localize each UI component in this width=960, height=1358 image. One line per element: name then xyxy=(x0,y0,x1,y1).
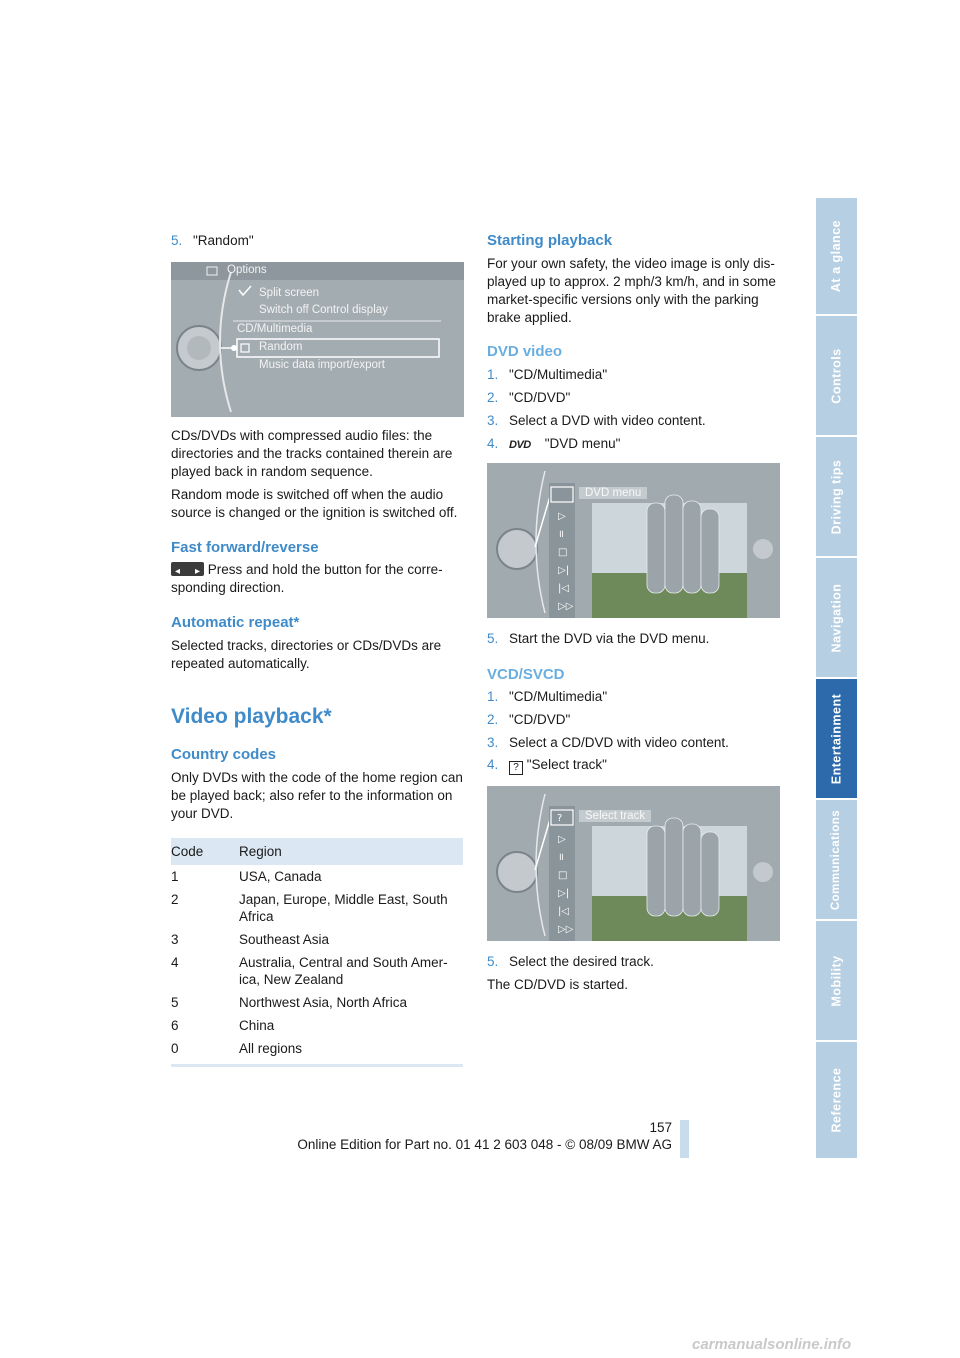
select-track-label[interactable]: Select track xyxy=(579,810,651,822)
table-row: 6 China xyxy=(171,1018,275,1033)
vcd-step-2: 2. "CD/DVD" xyxy=(487,712,571,727)
tab-controls[interactable]: Controls xyxy=(816,316,857,437)
svg-text:▷: ▷ xyxy=(558,834,566,845)
fast-forward-text: ◂ ▸ Press and hold the button for the corre- sponding direction. xyxy=(171,562,443,595)
vcd-step-3: 3. Select a CD/DVD with video content. xyxy=(487,735,729,750)
starting-playback-heading: Starting playback xyxy=(487,232,613,249)
table-header-row xyxy=(171,838,463,865)
svg-text:॥: ॥ xyxy=(558,529,564,540)
select-track-screenshot xyxy=(487,786,780,941)
tab-mobility[interactable]: Mobility xyxy=(816,921,857,1042)
svg-text:|◁: |◁ xyxy=(558,906,570,917)
automatic-repeat-heading: Automatic repeat* xyxy=(171,614,300,631)
dvd-step-1: 1. "CD/Multimedia" xyxy=(487,367,608,382)
vcd-svcd-heading: VCD/SVCD xyxy=(487,666,565,683)
svg-text:?: ? xyxy=(557,813,563,824)
menu-item-music-import[interactable]: Music data import/export xyxy=(259,359,385,371)
random-description: CDs/DVDs with compressed audio files: the directories and the tracks contained therein are played back in random sequence. xyxy=(171,428,453,479)
page-number: 157 xyxy=(649,1120,672,1135)
table-row: 5 Northwest Asia, North Africa xyxy=(171,995,408,1010)
svg-text:॥: ॥ xyxy=(558,852,564,863)
controller-dial-graphic xyxy=(171,262,464,417)
svg-text:|◁: |◁ xyxy=(558,583,570,594)
menu-item-split-screen[interactable]: Split screen xyxy=(259,287,320,299)
options-screenshot xyxy=(171,262,464,417)
starting-playback-text: For your own safety, the video image is only dis-played up to approx. 2 mph/3 km/h, and in some market-specific versions only with the parking brake applied. xyxy=(487,256,776,325)
step-5-random xyxy=(171,232,254,250)
menu-item-random[interactable]: Random xyxy=(259,341,303,353)
svg-text:▷|: ▷| xyxy=(558,565,570,576)
table-row: 1 USA, Canada xyxy=(171,869,322,884)
seek-button-icon: ◂ ▸ xyxy=(171,562,204,576)
options-title: Options xyxy=(227,264,267,276)
edition-line: Online Edition for Part no. 01 41 2 603 048 - © 08/09 BMW AG xyxy=(297,1137,672,1152)
tab-communications[interactable]: Communications xyxy=(816,800,857,921)
tab-driving-tips[interactable]: Driving tips xyxy=(816,437,857,558)
tab-navigation[interactable]: Navigation xyxy=(816,558,857,679)
dvd-step-4: 4. DVD "DVD menu" xyxy=(487,436,621,451)
svg-text:□: □ xyxy=(558,870,568,881)
tab-at-a-glance[interactable]: At a glance xyxy=(816,198,857,316)
dvd-step-3: 3. Select a DVD with video content. xyxy=(487,413,706,428)
step-text: "Random" xyxy=(193,233,254,248)
dvd-logo-icon: DVD xyxy=(509,439,531,451)
dvd-menu-screenshot xyxy=(487,463,780,618)
svg-text:□: □ xyxy=(558,547,568,558)
header-code: Code xyxy=(171,838,239,865)
table-bottom-rule xyxy=(171,1064,463,1067)
table-row: 0 All regions xyxy=(171,1041,303,1056)
automatic-repeat-text: Selected tracks, directories or CDs/DVDs are repeated automatically. xyxy=(171,638,442,671)
table-row: 4 Australia, Central and South Amer-ica, New Zealand xyxy=(171,955,448,987)
dvd-video-heading: DVD video xyxy=(487,343,563,360)
video-playback-heading: Video playback* xyxy=(171,705,332,728)
svg-text:▷▷: ▷▷ xyxy=(558,601,574,612)
menu-section-cd-multimedia: CD/Multimedia xyxy=(237,323,313,335)
watermark: carmanualsonline.info xyxy=(692,1336,852,1353)
tab-entertainment[interactable]: Entertainment xyxy=(816,679,857,800)
country-codes-table xyxy=(171,838,463,1067)
fast-forward-heading: Fast forward/reverse xyxy=(171,539,319,556)
step-number: 5. xyxy=(171,233,183,248)
page-marker-bar xyxy=(680,1120,689,1158)
header-region: Region xyxy=(239,838,463,865)
dvd-step-5: 5. Start the DVD via the DVD menu. xyxy=(487,631,710,646)
vcd-step-4: 4. ? "Select track" xyxy=(487,757,607,773)
vcd-step-5: 5. Select the desired track. xyxy=(487,954,654,969)
country-codes-heading: Country codes xyxy=(171,746,277,763)
chapter-tabs xyxy=(816,198,857,1160)
menu-item-switch-off-display[interactable]: Switch off Control display xyxy=(259,304,388,316)
select-track-icon: ? xyxy=(509,761,523,775)
vcd-step-1: 1. "CD/Multimedia" xyxy=(487,689,608,704)
tab-reference[interactable]: Reference xyxy=(816,1042,857,1160)
dvd-step-2: 2. "CD/DVD" xyxy=(487,390,571,405)
svg-text:▷: ▷ xyxy=(558,511,566,522)
svg-text:▷▷: ▷▷ xyxy=(558,924,574,935)
dvd-menu-label[interactable]: DVD menu xyxy=(579,487,647,499)
final-note: The CD/DVD is started. xyxy=(487,977,629,992)
table-row: 3 Southeast Asia xyxy=(171,932,330,947)
svg-text:▷|: ▷| xyxy=(558,888,570,899)
random-off-note: Random mode is switched off when the audio source is changed or the ignition is switched off. xyxy=(171,487,458,520)
country-codes-text: Only DVDs with the code of the home region can be played back; also refer to the information on your DVD. xyxy=(171,770,463,821)
table-row: 2 Japan, Europe, Middle East, South Africa xyxy=(171,892,448,924)
